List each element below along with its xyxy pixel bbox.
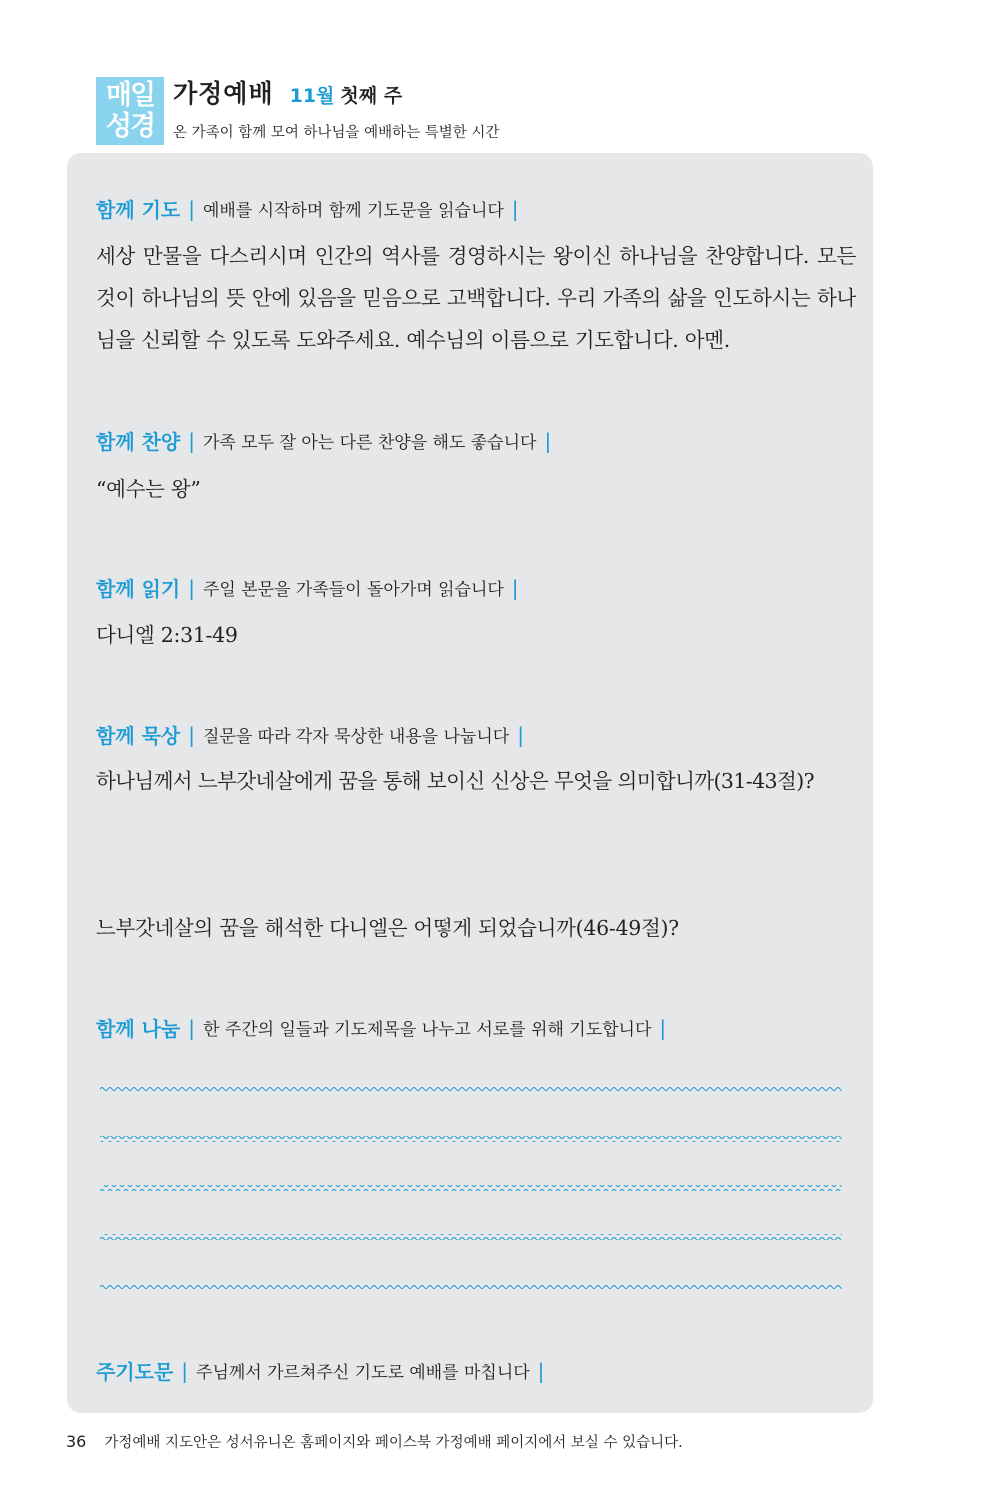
section-header-praise	[96, 426, 559, 455]
writing-line	[100, 1136, 842, 1142]
section-header-sharing	[96, 1013, 674, 1042]
week-label	[290, 81, 402, 108]
section-label-reading: 함께 읽기	[96, 577, 181, 601]
week-rest: 첫째 주	[340, 85, 403, 107]
writing-line	[100, 1087, 842, 1093]
maeil-seonggyeong-logo	[96, 77, 164, 145]
hymn-title: “예수는 왕”	[96, 477, 201, 501]
divider-bar: |	[659, 1015, 667, 1040]
section-desc-meditation: 질문을 따라 각자 묵상한 내용을 나눕니다	[203, 727, 510, 747]
section-header-lords-prayer	[96, 1356, 552, 1385]
divider-bar: |	[537, 1358, 545, 1383]
divider-bar: |	[188, 722, 195, 747]
section-header-meditation	[96, 720, 532, 749]
writing-line	[100, 1185, 842, 1191]
meditation-question-1: 하나님께서 느부갓네살에게 꿈을 통해 보이신 신상은 무엇을 의미합니까(31-43절)?	[96, 769, 814, 793]
section-label-praise: 함께 찬양	[96, 430, 181, 454]
writing-line	[100, 1283, 842, 1289]
divider-bar: |	[511, 196, 519, 221]
section-label-meditation: 함께 묵상	[96, 724, 181, 748]
week-month: 11월	[289, 85, 335, 107]
divider-bar: |	[544, 428, 552, 453]
section-desc-prayer: 예배를 시작하며 함께 기도문을 읽습니다	[203, 201, 504, 221]
page-footer	[66, 1431, 683, 1452]
meditation-question-2: 느부갓네살의 꿈을 해석한 다니엘은 어떻게 되었습니까(46-49절)?	[96, 916, 679, 940]
scripture-reference: 다니엘 2:31-49	[96, 623, 238, 647]
page-number: 36	[66, 1432, 87, 1451]
divider-bar: |	[188, 575, 195, 600]
writing-lines	[100, 1080, 842, 1295]
page-title	[173, 74, 402, 110]
writing-line	[100, 1234, 842, 1240]
footer-note: 가정예배 지도안은 성서유니온 홈페이지와 페이스북 가정예배 페이지에서 보실 수 있습니다.	[104, 1435, 683, 1451]
logo-line-2: 성경	[105, 111, 155, 142]
prayer-text: 세상 만물을 다스리시며 인간의 역사를 경영하시는 왕이신 하나님을 찬양합니다. 모든 것이 하나님의 뜻 안에 있음을 믿음으로 고백합니다. 우리 가족의 삶을 인도하시는 하나님을 신뢰할 수 있도록 도와주세요. 예수님의 이름으로 기도합니다. 아멘.	[96, 244, 856, 352]
section-desc-reading: 주일 본문을 가족들이 돌아가며 읽습니다	[203, 580, 504, 600]
divider-bar: |	[188, 196, 195, 221]
section-label-prayer: 함께 기도	[96, 198, 181, 222]
divider-bar: |	[188, 428, 195, 453]
divider-bar: |	[181, 1358, 189, 1383]
title-text: 가정예배	[173, 79, 274, 108]
section-header-prayer	[96, 194, 527, 223]
section-desc-praise: 가족 모두 잘 아는 다른 찬양을 해도 좋습니다	[203, 433, 537, 453]
section-desc-lords-prayer: 주님께서 가르쳐주신 기도로 예배를 마칩니다	[196, 1363, 530, 1383]
section-header-reading	[96, 573, 527, 602]
section-desc-sharing: 한 주간의 일들과 기도제목을 나누고 서로를 위해 기도합니다	[203, 1020, 652, 1040]
divider-bar: |	[511, 575, 519, 600]
divider-bar: |	[517, 722, 524, 747]
section-label-lords-prayer: 주기도문	[96, 1360, 174, 1384]
divider-bar: |	[188, 1015, 195, 1040]
page-subtitle: 온 가족이 함께 모여 하나님을 예배하는 특별한 시간	[173, 125, 500, 141]
section-label-sharing: 함께 나눔	[96, 1017, 181, 1041]
logo-line-1: 매일	[105, 80, 155, 111]
